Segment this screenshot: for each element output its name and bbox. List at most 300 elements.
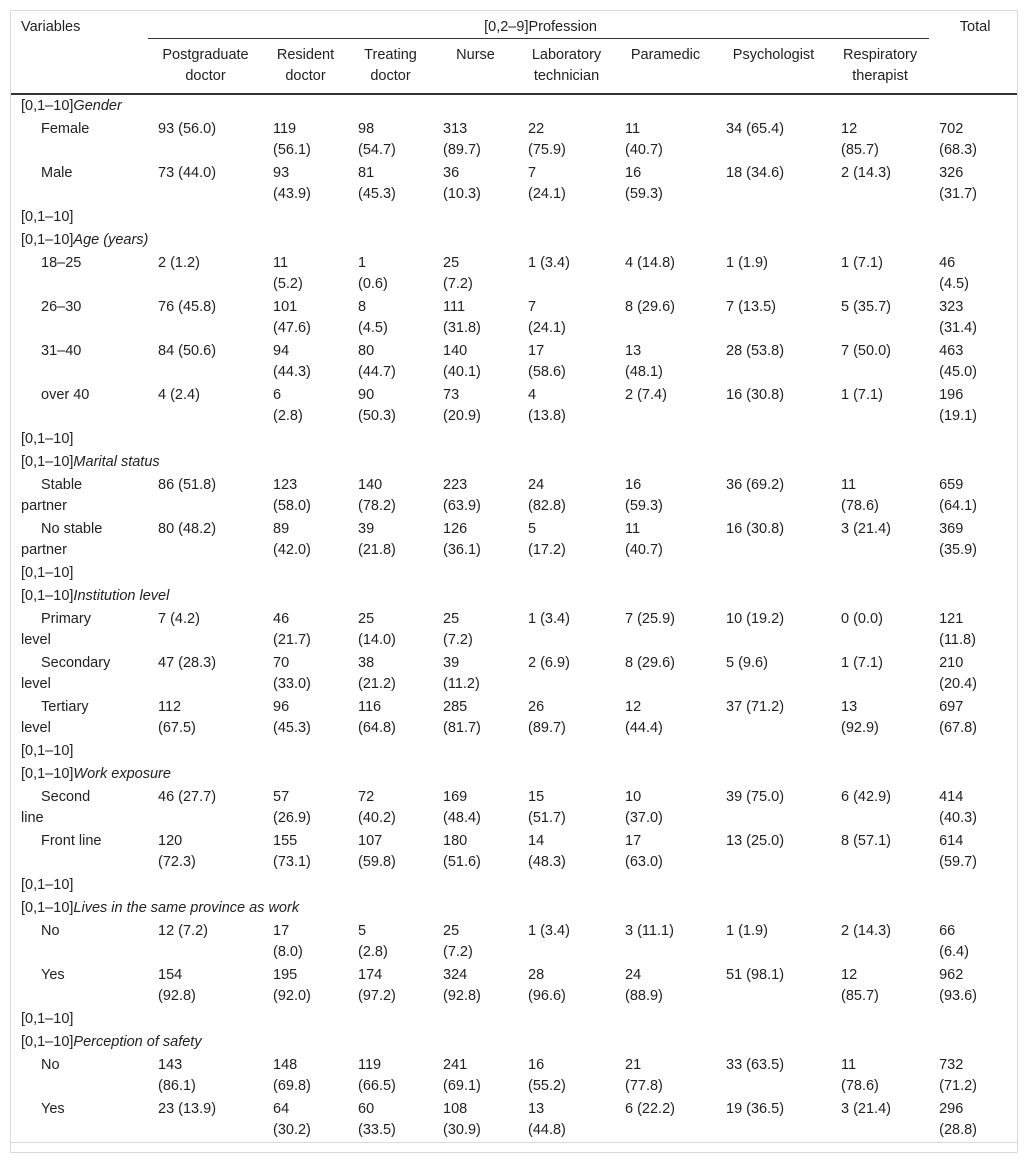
table-cell xyxy=(518,786,615,830)
cell-line: 614 xyxy=(939,833,964,849)
table-cell xyxy=(518,608,615,652)
cell-line: 10 xyxy=(625,789,642,805)
row-label-line: level xyxy=(21,632,51,648)
cell-line: (10.3) xyxy=(443,186,481,202)
cell-line: 36 xyxy=(443,165,460,181)
cell-line: 1 (1.9) xyxy=(726,923,768,939)
table-row xyxy=(11,340,1017,384)
cell-line: (89.7) xyxy=(443,142,481,158)
total-cell xyxy=(929,786,1017,830)
total-cell xyxy=(929,696,1017,740)
table-cell xyxy=(831,786,929,830)
cell-line: 94 xyxy=(273,343,290,359)
table-cell xyxy=(615,786,716,830)
column-header: Psychologist xyxy=(716,39,831,95)
cell-line: 60 xyxy=(358,1101,375,1117)
cell-line: (44.8) xyxy=(528,1122,566,1138)
table-cell xyxy=(831,474,929,518)
cell-line: 123 xyxy=(273,477,298,493)
row-label-line: Stable xyxy=(41,477,83,493)
section-row xyxy=(11,897,1017,920)
row-label-line: partner xyxy=(21,498,67,514)
row-label-line: Front line xyxy=(41,833,102,849)
cell-line: (92.9) xyxy=(841,720,879,736)
cell-line: (28.8) xyxy=(939,1122,977,1138)
cell-line: (11.8) xyxy=(939,632,976,648)
table-cell xyxy=(518,652,615,696)
cell-line: 86 (51.8) xyxy=(158,477,217,493)
separator-row xyxy=(11,740,1017,763)
table-cell xyxy=(433,830,518,874)
table-cell xyxy=(348,1054,433,1098)
table-cell xyxy=(433,964,518,1008)
cell-line: (47.6) xyxy=(273,320,311,336)
table-cell xyxy=(615,652,716,696)
cell-line: (67.5) xyxy=(158,720,196,736)
cell-line: 155 xyxy=(273,833,298,849)
table-cell xyxy=(615,252,716,296)
section-name: Age (years) xyxy=(73,232,149,248)
cell-line: (5.2) xyxy=(273,276,303,292)
table-cell xyxy=(615,964,716,1008)
cell-line: 210 xyxy=(939,655,964,671)
section-title xyxy=(11,585,1017,608)
cell-line: 659 xyxy=(939,477,964,493)
cell-line: (59.7) xyxy=(939,854,977,870)
row-label xyxy=(11,830,148,874)
row-label-line: line xyxy=(21,810,44,826)
table-frame xyxy=(10,10,1018,1153)
cell-line: (88.9) xyxy=(625,988,663,1004)
cell-line: (40.7) xyxy=(625,542,663,558)
cell-line: 6 (22.2) xyxy=(625,1101,675,1117)
table-cell xyxy=(433,920,518,964)
separator-prefix: [0,1–10] xyxy=(21,565,74,581)
table-cell xyxy=(148,474,263,518)
table-cell xyxy=(263,608,348,652)
cell-line: 73 xyxy=(443,387,460,403)
table-cell xyxy=(716,518,831,562)
cell-line: (93.6) xyxy=(939,988,977,1004)
section-row xyxy=(11,585,1017,608)
table-cell xyxy=(831,340,929,384)
section-title xyxy=(11,451,1017,474)
table-cell xyxy=(263,296,348,340)
cell-line: (78.6) xyxy=(841,1078,879,1094)
cell-line: 81 xyxy=(358,165,375,181)
cell-line: (92.8) xyxy=(443,988,481,1004)
cell-line: (86.1) xyxy=(158,1078,196,1094)
table-cell xyxy=(348,340,433,384)
table-cell xyxy=(263,118,348,162)
cell-line: (59.3) xyxy=(625,498,663,514)
row-label-line: Yes xyxy=(41,1101,65,1117)
cell-line: 28 (53.8) xyxy=(726,343,785,359)
table-cell xyxy=(148,786,263,830)
cell-line: 26 xyxy=(528,699,545,715)
cell-line: 70 xyxy=(273,655,290,671)
row-label xyxy=(11,474,148,518)
table-row xyxy=(11,696,1017,740)
cell-line: (45.3) xyxy=(273,720,311,736)
table-cell xyxy=(263,964,348,1008)
row-label-line: No xyxy=(41,923,60,939)
cell-line: 89 xyxy=(273,521,290,537)
section-name: Work exposure xyxy=(73,766,171,782)
cell-line: (7.2) xyxy=(443,276,473,292)
table-cell xyxy=(615,608,716,652)
table-cell xyxy=(716,786,831,830)
cell-line: 7 xyxy=(528,165,537,181)
cell-line: 46 xyxy=(273,611,290,627)
table-cell xyxy=(615,1098,716,1143)
cell-line: 25 xyxy=(443,611,460,627)
table-cell xyxy=(831,518,929,562)
row-label-line: over 40 xyxy=(41,387,90,403)
row-label-line: No xyxy=(41,1057,60,1073)
table-cell xyxy=(148,340,263,384)
separator-row xyxy=(11,874,1017,897)
total-cell xyxy=(929,384,1017,428)
cell-line: 119 xyxy=(273,121,297,137)
cell-line: (19.1) xyxy=(939,408,977,424)
cell-line: (35.9) xyxy=(939,542,977,558)
table-cell xyxy=(148,608,263,652)
table-cell xyxy=(518,964,615,1008)
cell-line: 0 (0.0) xyxy=(841,611,883,627)
section-title xyxy=(11,229,1017,252)
table-cell xyxy=(263,252,348,296)
cell-line: (48.4) xyxy=(443,810,481,826)
table-cell xyxy=(348,252,433,296)
cell-line: 121 xyxy=(939,611,964,627)
separator-prefix: [0,1–10] xyxy=(21,209,74,225)
cell-line: (17.2) xyxy=(528,542,566,558)
cell-line: (31.8) xyxy=(443,320,481,336)
table-cell xyxy=(263,384,348,428)
section-name: Perception of safety xyxy=(73,1034,202,1050)
table-cell xyxy=(615,118,716,162)
table-cell xyxy=(716,920,831,964)
table-cell xyxy=(831,696,929,740)
cell-line: 36 (69.2) xyxy=(726,477,785,493)
cell-line: 73 (44.0) xyxy=(158,165,217,181)
table-cell xyxy=(433,340,518,384)
cell-line: (24.1) xyxy=(528,186,566,202)
table-cell xyxy=(716,652,831,696)
cell-line: 180 xyxy=(443,833,468,849)
table-cell xyxy=(518,162,615,206)
cell-line: 5 xyxy=(528,521,537,537)
total-cell xyxy=(929,652,1017,696)
row-label-line: Second xyxy=(41,789,91,805)
table-row xyxy=(11,296,1017,340)
cell-line: (40.1) xyxy=(443,364,481,380)
table-cell xyxy=(615,920,716,964)
cell-line: 76 (45.8) xyxy=(158,299,217,315)
row-label-line: level xyxy=(21,676,51,692)
section-name: Lives in the same province as work xyxy=(73,900,300,916)
cell-line: 96 xyxy=(273,699,290,715)
cell-line: 7 xyxy=(528,299,537,315)
table-cell xyxy=(716,162,831,206)
cell-line: 39 xyxy=(443,655,460,671)
separator-row xyxy=(11,1008,1017,1031)
table-cell xyxy=(615,340,716,384)
cell-line: (21.7) xyxy=(273,632,311,648)
cell-line: (30.2) xyxy=(273,1122,311,1138)
cell-line: (55.2) xyxy=(528,1078,566,1094)
table-row xyxy=(11,652,1017,696)
table-row xyxy=(11,1098,1017,1143)
cell-line: 5 (9.6) xyxy=(726,655,768,671)
separator-row xyxy=(11,562,1017,585)
cell-line: 25 xyxy=(443,923,460,939)
cell-line: (78.2) xyxy=(358,498,396,514)
row-label-line: level xyxy=(21,720,51,736)
row-label xyxy=(11,252,148,296)
cell-line: 11 xyxy=(625,121,641,137)
table-cell xyxy=(148,696,263,740)
cell-line: (11.2) xyxy=(443,676,480,692)
row-label-line: Secondary xyxy=(41,655,111,671)
cell-line: 323 xyxy=(939,299,964,315)
cell-line: (71.2) xyxy=(939,1078,977,1094)
cell-line: (48.3) xyxy=(528,854,566,870)
cell-line: 3 (21.4) xyxy=(841,1101,891,1117)
section-name: Marital status xyxy=(73,454,160,470)
table-row xyxy=(11,384,1017,428)
row-label-line: 18–25 xyxy=(41,255,82,271)
table-cell xyxy=(348,162,433,206)
total-cell xyxy=(929,118,1017,162)
cell-line: 732 xyxy=(939,1057,964,1073)
table-cell xyxy=(433,518,518,562)
cell-line: (69.1) xyxy=(443,1078,481,1094)
cell-line: (50.3) xyxy=(358,408,396,424)
cell-line: 4 (14.8) xyxy=(625,255,675,271)
table-row xyxy=(11,474,1017,518)
cell-line: 5 xyxy=(358,923,367,939)
cell-line: 24 xyxy=(625,967,642,983)
table-cell xyxy=(518,118,615,162)
table-row xyxy=(11,786,1017,830)
table-row xyxy=(11,252,1017,296)
table-cell xyxy=(716,1054,831,1098)
cell-line: 414 xyxy=(939,789,964,805)
section-prefix: [0,1–10] xyxy=(21,232,74,248)
table-cell xyxy=(831,296,929,340)
row-label xyxy=(11,518,148,562)
table-cell xyxy=(518,296,615,340)
table-cell xyxy=(518,920,615,964)
total-cell xyxy=(929,1098,1017,1143)
cell-line: 1 (7.1) xyxy=(841,255,883,271)
cell-line: (82.8) xyxy=(528,498,566,514)
cell-line: (20.4) xyxy=(939,676,977,692)
cell-line: 324 xyxy=(443,967,468,983)
row-label xyxy=(11,652,148,696)
table-cell xyxy=(716,964,831,1008)
cell-line: 702 xyxy=(939,121,964,137)
table-cell xyxy=(615,830,716,874)
table-cell xyxy=(518,830,615,874)
section-name: Gender xyxy=(73,98,122,114)
table-cell xyxy=(263,920,348,964)
table-cell xyxy=(433,696,518,740)
cell-line: (77.8) xyxy=(625,1078,663,1094)
table-cell xyxy=(148,830,263,874)
cell-line: 6 xyxy=(273,387,282,403)
table-body xyxy=(11,94,1017,1143)
section-title xyxy=(11,1031,1017,1054)
column-header: Treating doctor xyxy=(348,39,433,95)
table-cell xyxy=(831,1098,929,1143)
cell-line: (4.5) xyxy=(939,276,969,292)
row-label xyxy=(11,384,148,428)
row-label-line: No stable xyxy=(41,521,103,537)
table-cell xyxy=(518,696,615,740)
table-cell xyxy=(433,252,518,296)
cell-line: (36.1) xyxy=(443,542,481,558)
cell-line: 2 (14.3) xyxy=(841,165,891,181)
cell-line: 11 xyxy=(625,521,641,537)
row-label-line: Male xyxy=(41,165,73,181)
cell-line: (7.2) xyxy=(443,632,473,648)
cell-line: 8 (29.6) xyxy=(625,299,675,315)
cell-line: (2.8) xyxy=(273,408,303,424)
table-cell xyxy=(348,652,433,696)
table-cell xyxy=(716,118,831,162)
cell-line: (13.8) xyxy=(528,408,566,424)
cell-line: 39 (75.0) xyxy=(726,789,785,805)
cell-line: (59.3) xyxy=(625,186,663,202)
cell-line: 8 (29.6) xyxy=(625,655,675,671)
cell-line: 1 (3.4) xyxy=(528,611,570,627)
table-cell xyxy=(348,474,433,518)
total-cell xyxy=(929,252,1017,296)
table-cell xyxy=(263,786,348,830)
cell-line: (72.3) xyxy=(158,854,196,870)
cell-line: 1 (3.4) xyxy=(528,923,570,939)
separator-prefix: [0,1–10] xyxy=(21,431,74,447)
table-cell xyxy=(348,384,433,428)
cell-line: (31.7) xyxy=(939,186,977,202)
section-prefix: [0,1–10] xyxy=(21,766,74,782)
cell-line: (96.6) xyxy=(528,988,566,1004)
table-cell xyxy=(148,518,263,562)
cell-line: 93 (56.0) xyxy=(158,121,217,137)
cell-line: 12 xyxy=(625,699,642,715)
cell-line: (85.7) xyxy=(841,988,879,1004)
cell-line: 313 xyxy=(443,121,468,137)
table-cell xyxy=(148,384,263,428)
table-cell xyxy=(518,1054,615,1098)
cell-line: (58.6) xyxy=(528,364,566,380)
cell-line: (69.8) xyxy=(273,1078,311,1094)
section-prefix: [0,1–10] xyxy=(21,454,74,470)
cell-line: 10 (19.2) xyxy=(726,611,785,627)
cell-line: 126 xyxy=(443,521,468,537)
cell-line: 39 xyxy=(358,521,375,537)
row-label-line: Female xyxy=(41,121,90,137)
cell-line: (66.5) xyxy=(358,1078,396,1094)
cell-line: 84 (50.6) xyxy=(158,343,217,359)
total-cell xyxy=(929,474,1017,518)
cell-line: 16 (30.8) xyxy=(726,387,785,403)
cell-line: (54.7) xyxy=(358,142,396,158)
cell-line: 57 xyxy=(273,789,290,805)
table-cell xyxy=(615,474,716,518)
cell-line: 16 xyxy=(625,477,642,493)
row-label xyxy=(11,696,148,740)
table-cell xyxy=(716,830,831,874)
table-cell xyxy=(148,118,263,162)
column-header: Respiratory therapist xyxy=(831,39,929,95)
total-cell xyxy=(929,296,1017,340)
cell-line: 13 xyxy=(625,343,642,359)
table-cell xyxy=(433,474,518,518)
cell-line: 285 xyxy=(443,699,468,715)
cell-line: 11 xyxy=(841,1057,857,1073)
cell-line: 46 (27.7) xyxy=(158,789,217,805)
table-cell xyxy=(348,118,433,162)
cell-line: 12 xyxy=(841,967,858,983)
cell-line: 108 xyxy=(443,1101,468,1117)
cell-line: 1 (1.9) xyxy=(726,255,768,271)
section-row xyxy=(11,1031,1017,1054)
cell-line: 195 xyxy=(273,967,298,983)
total-cell xyxy=(929,162,1017,206)
cell-line: 33 (63.5) xyxy=(726,1057,785,1073)
column-header: Paramedic xyxy=(615,39,716,95)
section-title xyxy=(11,763,1017,786)
table-cell xyxy=(433,296,518,340)
cell-line: 326 xyxy=(939,165,964,181)
cell-line: 17 xyxy=(273,923,290,939)
table-cell xyxy=(148,920,263,964)
total-cell xyxy=(929,1054,1017,1098)
table-cell xyxy=(716,696,831,740)
cell-line: 140 xyxy=(358,477,383,493)
table-cell xyxy=(348,964,433,1008)
cell-line: 7 (25.9) xyxy=(625,611,675,627)
cell-line: 16 xyxy=(528,1057,545,1073)
table-cell xyxy=(263,696,348,740)
cell-line: 143 xyxy=(158,1057,183,1073)
cell-line: 66 xyxy=(939,923,956,939)
cell-line: 107 xyxy=(358,833,383,849)
cell-line: 13 xyxy=(841,699,858,715)
cell-line: 12 xyxy=(841,121,858,137)
cell-line: 12 (7.2) xyxy=(158,923,208,939)
cell-line: (44.3) xyxy=(273,364,311,380)
table-cell xyxy=(518,474,615,518)
table-row xyxy=(11,118,1017,162)
cell-line: (51.7) xyxy=(528,810,566,826)
cell-line: (63.9) xyxy=(443,498,481,514)
row-label-line: Primary xyxy=(41,611,91,627)
header-profession: [0,2–9]Profession xyxy=(484,19,597,35)
cell-line: (97.2) xyxy=(358,988,396,1004)
cell-line: (48.1) xyxy=(625,364,663,380)
table-cell xyxy=(348,920,433,964)
cell-line: 93 xyxy=(273,165,290,181)
cell-line: 7 (4.2) xyxy=(158,611,200,627)
row-label-line: Yes xyxy=(41,967,65,983)
table-cell xyxy=(148,964,263,1008)
cell-line: (44.7) xyxy=(358,364,396,380)
